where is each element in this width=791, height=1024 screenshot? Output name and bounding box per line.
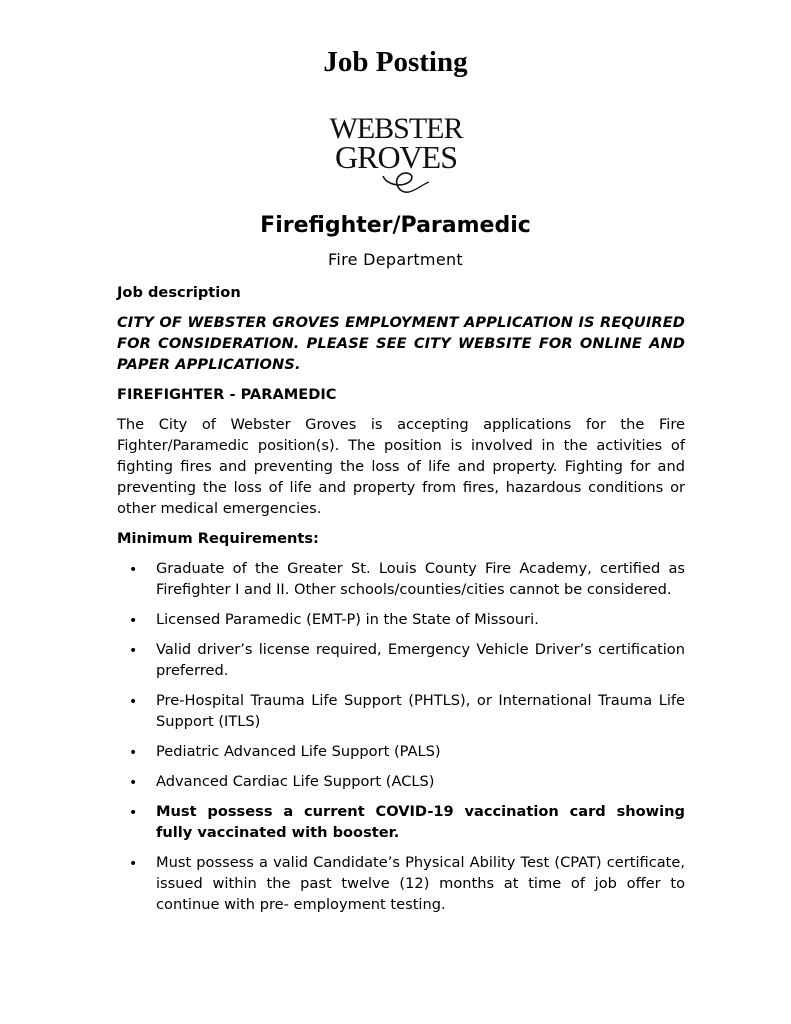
requirements-label: Minimum Requirements: <box>117 530 319 547</box>
requirement-text: Licensed Paramedic (EMT-P) in the State of Missouri. <box>156 611 539 628</box>
logo-flourish-icon <box>383 173 412 192</box>
job-title: Firefighter/Paramedic <box>260 213 531 238</box>
requirement-text: Valid driver’s license required, Emergency Vehicle Driver’s certification preferred. <box>156 641 685 679</box>
webster-groves-logo <box>325 110 467 200</box>
requirement-text: Pre-Hospital Trauma Life Support (PHTLS), or International Trauma Life Support (ITLS) <box>156 692 685 730</box>
logo-line1: WEBSTER <box>329 112 463 145</box>
requirement-text: Graduate of the Greater St. Louis County Fire Academy, certified as Firefighter I and II. Other schools/counties/cities cannot be considered. <box>156 560 685 598</box>
list-item <box>117 741 685 762</box>
requirements-list <box>117 558 685 915</box>
list-item <box>117 801 685 843</box>
list-item <box>117 852 685 915</box>
job-content <box>117 282 685 924</box>
department-name: Fire Department <box>328 250 463 269</box>
position-intro: The City of Webster Groves is accepting applications for the Fire Fighter/Paramedic position(s). The position is involved in the activities of fighting fires and preventing the loss of life and property. Fighting for and preventing the loss of life and property from fires, hazardous conditions or other medical emergencies. <box>117 416 685 517</box>
list-item <box>117 690 685 732</box>
bullet-icon: • <box>129 856 138 872</box>
bullet-icon: • <box>129 745 138 761</box>
bullet-icon: • <box>129 805 138 821</box>
bullet-icon: • <box>129 694 138 710</box>
job-description-label: Job description <box>117 284 241 301</box>
position-heading: FIREFIGHTER - PARAMEDIC <box>117 386 337 403</box>
list-item <box>117 558 685 600</box>
list-item <box>117 639 685 681</box>
list-item <box>117 609 685 630</box>
requirement-text: Advanced Cardiac Life Support (ACLS) <box>156 773 435 790</box>
requirement-text: Must possess a valid Candidate’s Physical Ability Test (CPAT) certificate, issued within the past twelve (12) months at time of job offer to continue with pre- employment testing. <box>156 854 685 913</box>
bullet-icon: • <box>129 613 138 629</box>
bullet-icon: • <box>129 775 138 791</box>
list-item <box>117 771 685 792</box>
requirement-text: Pediatric Advanced Life Support (PALS) <box>156 743 441 760</box>
logo-line2: GROVES <box>334 139 458 175</box>
bullet-icon: • <box>129 643 138 659</box>
bullet-icon: • <box>129 562 138 578</box>
requirement-text: Must possess a current COVID-19 vaccination card showing fully vaccinated with booster. <box>156 803 685 841</box>
page-title: Job Posting <box>323 46 468 78</box>
application-notice: CITY OF WEBSTER GROVES EMPLOYMENT APPLICATION IS REQUIRED FOR CONSIDERATION. PLEASE SEE CITY WEBSITE FOR ONLINE AND PAPER APPLICATIONS. <box>117 314 685 373</box>
